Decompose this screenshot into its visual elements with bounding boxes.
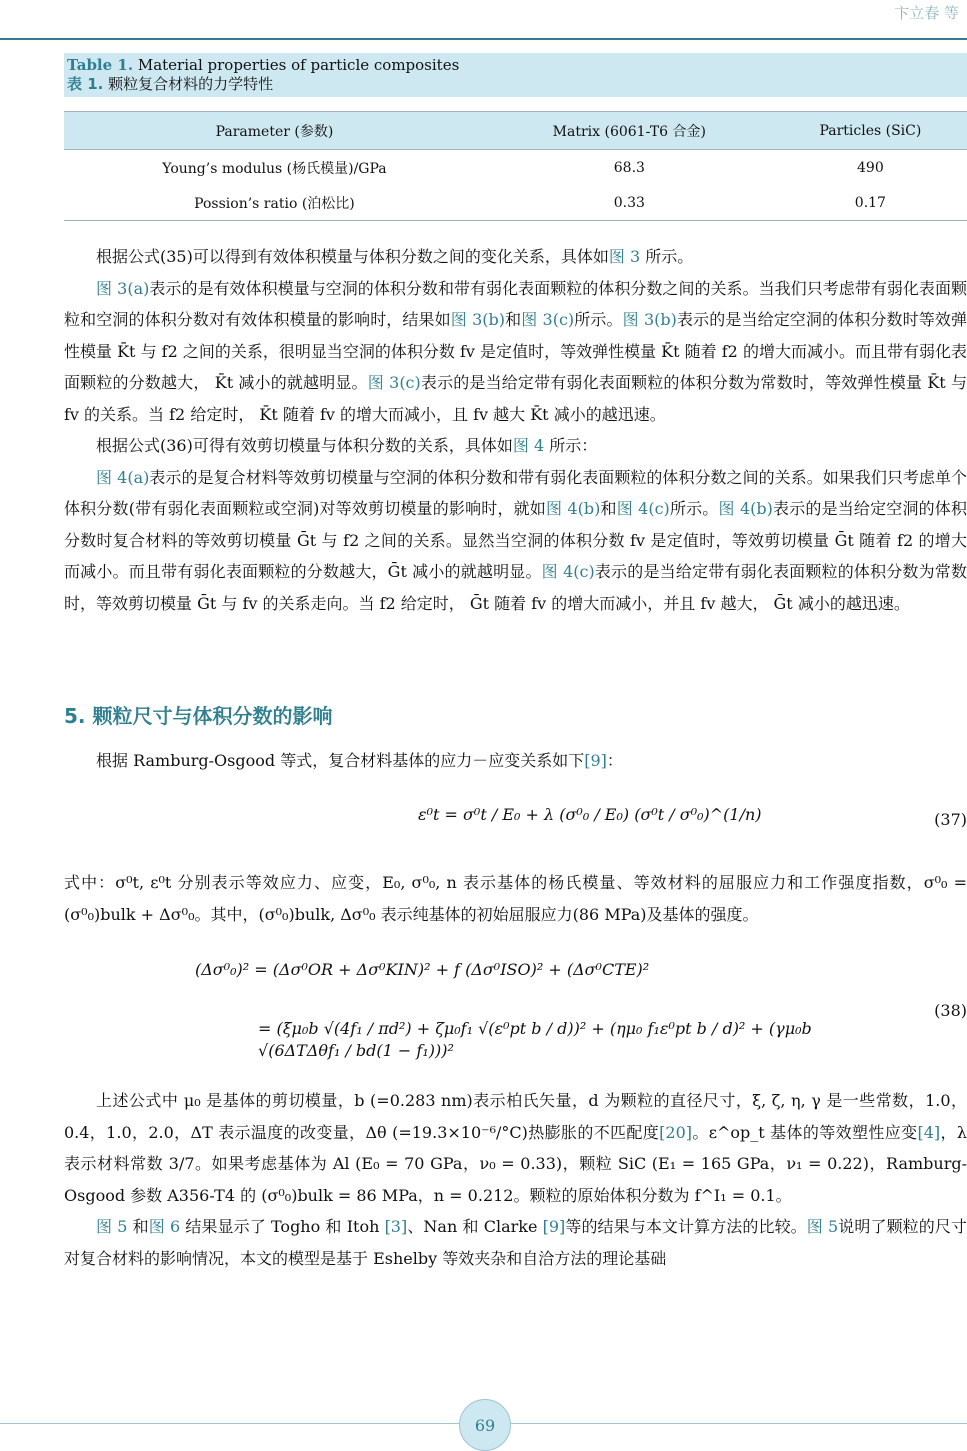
figure-3a-link[interactable]: 图 3(a) (96, 278, 150, 298)
table-cell: 0.33 (485, 185, 774, 221)
section-intro (64, 745, 967, 777)
page-number-badge: 69 (459, 1399, 511, 1451)
caption-en-label: Table 1. (67, 56, 134, 74)
running-header-authors: 卞立春 等 (894, 4, 959, 22)
section-heading: 5. 颗粒尺寸与体积分数的影响 (64, 704, 333, 728)
table-cell: 490 (857, 159, 884, 176)
reference-20-link[interactable]: [20] (659, 1122, 692, 1142)
reference-3-link[interactable]: [3] (384, 1217, 408, 1236)
table-cell: 68.3 (613, 159, 645, 176)
figure-5-link[interactable]: 图 5 (806, 1217, 839, 1236)
caption-zh-label: 表 1. (67, 75, 104, 93)
table-cell: Possion’s ratio (泊松比) (64, 185, 485, 221)
reference-9-link[interactable]: [9] (542, 1217, 566, 1236)
figure-4-link[interactable]: 图 4 (512, 436, 545, 455)
figure-6-link[interactable]: 图 6 (148, 1217, 181, 1236)
paragraph: 根据公式(35)可以得到有效体积模量与体积分数之间的变化关系，具体如图 3 所示。 (96, 247, 694, 266)
paragraph: 图 3(a)表示的是有效体积模量与空洞的体积分数和带有弱化表面颗粒的体积分数之间的关系。当我们只考虑带有弱化表面颗粒和空洞的体积分数对有效体积模量的影响时，结果如图 3(b)和图 3(c)所示。图 3(b)表示的是当给定空洞的体积分数时等效弹性模量 K̄t 与 f2 之间的关系，很明显当空洞的体积分数 fv 是定值时，等效弹性模量 K̄t 随着 f2 的增大而减小。而且带有弱化表面颗粒的分数越大， K̄t 减小的就越明显。图 3(c)表示的是当给定带有弱化表面颗粒的体积分数为常数时，等效弹性模量 K̄t 与 fv 的关系。当 f2 给定时， K̄t 随着 fv 的增大而减小，且 fv 越大 K̄t 减小的越迅速。 (64, 278, 967, 424)
paragraph: 图 5 和图 6 结果显示了 Togho 和 Itoh [3]、Nan 和 Clarke [9]等的结果与本文计算方法的比较。图 5说明了颗粒的尺寸对复合材料的影响情况，本文的模型是基于 Eshelby 等效夹杂和自洽方法的理论基础 (64, 1217, 967, 1268)
equation-38-line-1: (Δσ⁰₀)² = (Δσ⁰OR + Δσ⁰KIN)² + f (Δσ⁰ISO)² + (Δσ⁰CTE)² (195, 960, 650, 979)
table-cell: Young’s modulus (杨氏模量)/GPa (162, 160, 387, 177)
header-rule (0, 38, 967, 40)
column-header: Particles (SiC) (774, 112, 967, 150)
equation-38-line-2: = (ξμ₀b √(4f₁ / πd²) + ζμ₀f₁ √(ε⁰pt b / d))² + (ημ₀ f₁ε⁰pt b / d)² + (γμ₀b √(6ΔTΔθf₁ / bd(1 − f₁)))² (258, 1019, 812, 1060)
paragraph: 根据 Ramburg-Osgood 等式，复合材料基体的应力－应变关系如下[9]： (96, 751, 623, 770)
column-header: Matrix (6061-T6 合金) (485, 112, 774, 150)
definitions-1 (64, 867, 967, 930)
paragraph: 图 4(a)表示的是复合材料等效剪切模量与空洞的体积分数和带有弱化表面颗粒的体积分数之间的关系。如果我们只考虑单个体积分数(带有弱化表面颗粒或空洞)对等效剪切模量的影响时，就如图 4(b)和图 4(c)所示。图 4(b)表示的是当给定空洞的体积分数时复合材料的等效剪切模量 Ḡt 与 f2 之间的关系。显然当空洞的体积分数 fv 是定值时，等效剪切模量 Ḡt 随着 f2 的增大而减小。而且带有弱化表面颗粒的分数越大，Ḡt 减小的就越明显。图 4(c)表示的是当给定带有弱化表面颗粒的体积分数为常数时，等效剪切模量 Ḡt 与 fv 的关系走向。当 f2 给定时， Ḡt 随着 fv 的增大而减小，并且 fv 越大， Ḡt 减小的越迅速。 (64, 467, 967, 613)
table-caption-zh (67, 75, 964, 94)
figure-4a-link[interactable]: 图 4(a) (96, 467, 150, 487)
figure-4b-link[interactable]: 图 4(b) (545, 499, 601, 518)
material-properties-table (64, 111, 967, 221)
table-row (64, 185, 967, 221)
figure-3c-link[interactable]: 图 3(c) (367, 373, 421, 392)
equation-38-number: (38) (934, 1001, 967, 1020)
figure-3-link[interactable]: 图 3 (608, 247, 641, 266)
figure-5-link[interactable]: 图 5 (96, 1217, 128, 1236)
figure-3b-link[interactable]: 图 3(b) (622, 310, 677, 329)
figure-3b-link[interactable]: 图 3(b) (450, 310, 505, 329)
paragraph: 根据公式(36)可得有效剪切模量与体积分数的关系，具体如图 4 所示： (96, 436, 598, 455)
table-caption-en (67, 56, 964, 75)
figure-4c-link[interactable]: 图 4(c) (616, 499, 670, 518)
figure-3c-link[interactable]: 图 3(c) (521, 310, 575, 329)
equation-37: ε⁰t = σ⁰t / E₀ + λ (σ⁰₀ / E₀) (σ⁰t / σ⁰₀)^(1/n) (418, 805, 762, 824)
reference-4-link[interactable]: [4] (917, 1122, 941, 1142)
table-cell: 0.17 (774, 185, 967, 221)
table-header-row (64, 112, 967, 150)
caption-en-text: Material properties of particle composites (137, 56, 460, 74)
caption-zh-text: 颗粒复合材料的力学特性 (108, 75, 274, 93)
body-paragraphs (64, 241, 967, 619)
table-caption (64, 53, 967, 97)
paragraph: 上述公式中 μ₀ 是基体的剪切模量，b (=0.283 nm)表示柏氏矢量，d 为颗粒的直径尺寸，ξ, ζ, η, γ 是一些常数，1.0，0.4，1.0，2.0，ΔT 表示温度的改变量，Δθ (=19.3×10⁻⁶/°C)热膨胀的不匹配度[20]。ε^op_t 基体的等效塑性应变[4]，λ 表示材料常数 3/7。如果考虑基体为 Al (E₀ = 70 GPa，ν₀ = 0.33)，颗粒 SiC (E₁ = 165 GPa，ν₁ = 0.22)，Ramburg-Osgood 参数 A356-T4 的 (σ⁰₀)bulk = 86 MPa，n = 0.212。颗粒的原始体积分数为 f^I₁ = 0.1。 (64, 1091, 967, 1205)
column-header: Parameter (参数) (64, 112, 485, 150)
paragraph: 式中：σ⁰t, ε⁰t 分别表示等效应力、应变，E₀, σ⁰₀, n 表示基体的杨氏模量、等效材料的屈服应力和工作强度指数，σ⁰₀ = (σ⁰₀)bulk + Δσ⁰₀。其中，(σ⁰₀)bulk, Δσ⁰₀ 表示纯基体的初始屈服应力(86 MPa)及基体的强度。 (64, 873, 967, 924)
reference-9-link[interactable]: [9] (584, 751, 607, 770)
equation-37-number: (37) (934, 810, 967, 829)
definitions-2 (64, 1085, 967, 1274)
table-row (64, 150, 967, 186)
figure-4c-link[interactable]: 图 4(c) (541, 562, 595, 581)
figure-4b-link[interactable]: 图 4(b) (718, 499, 773, 518)
